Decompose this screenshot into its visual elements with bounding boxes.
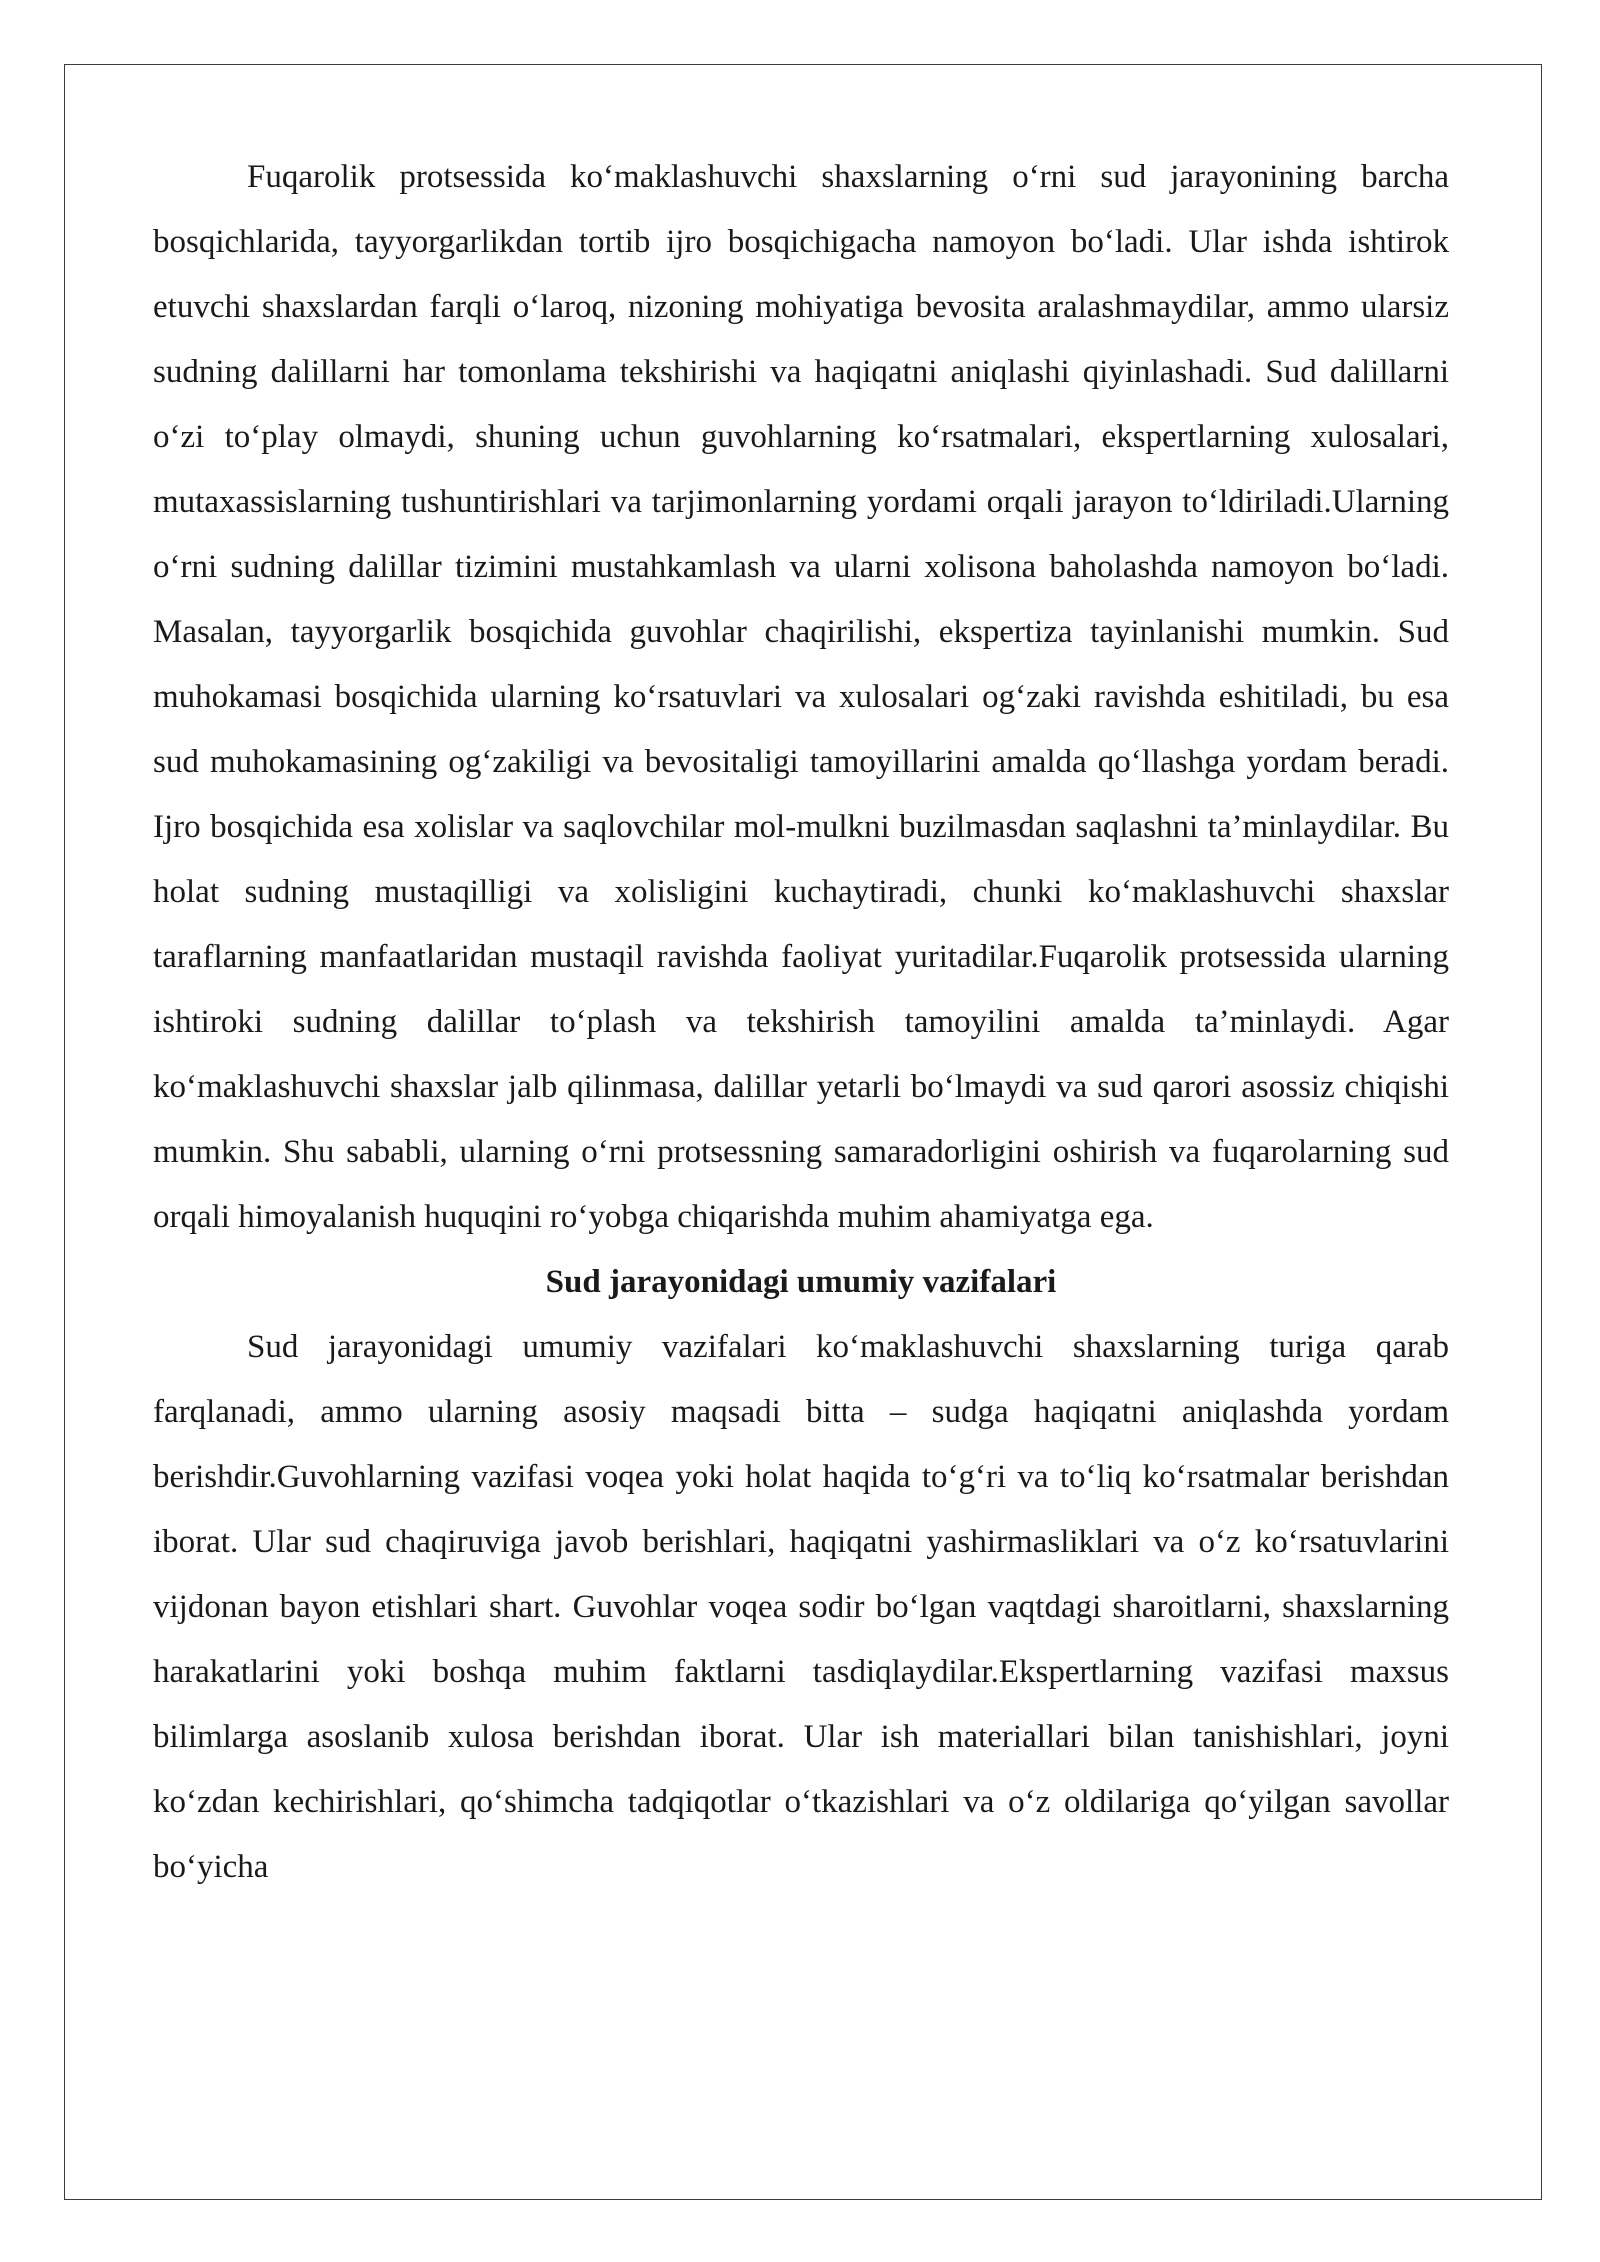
section-heading: Sud jarayonidagi umumiy vazifalari [545,1264,1057,1300]
document-body [153,145,1449,1900]
paragraph-duties: Sud jarayonidagi umumiy vazifalari ko‘maklashuvchi shaxslarning turiga qarab farqlanadi, ammo ularning asosiy maqsadi bitta – sudga haqiqatni aniqlashda yordam berishdir.Guvohlarning vazifasi voqea yoki holat haqida to‘g‘ri va to‘liq ko‘rsatmalar berishdan iborat. Ular sud chaqiruviga javob berishlari, haqiqatni yashirmasliklari va o‘z ko‘rsatuvlarini vijdonan bayon etishlari shart. Guvohlar voqea sodir bo‘lgan vaqtdagi sharoitlarni, shaxslarning harakatlarini yoki boshqa muhim faktlarni tasdiqlaydilar.Ekspertlarning vazifasi maxsus bilimlarga asoslanib xulosa berishdan iborat. Ular ish materiallari bilan tanishishlari, joyni ko‘zdan kechirishlari, qo‘shimcha tadqiqotlar o‘tkazishlari va o‘z oldilariga qo‘yilgan savollar bo‘yicha [153,1329,1449,1885]
paragraph-intro: Fuqarolik protsessida ko‘maklashuvchi shaxslarning o‘rni sud jarayonining barcha bosqichlarida, tayyorgarlikdan tortib ijro bosqichigacha namoyon bo‘ladi. Ular ishda ishtirok etuvchi shaxslardan farqli o‘laroq, nizoning mohiyatiga bevosita aralashmaydilar, ammo ularsiz sudning dalillarni har tomonlama tekshirishi va haqiqatni aniqlashi qiyinlashadi. Sud dalillarni o‘zi to‘play olmaydi, shuning uchun guvohlarning ko‘rsatmalari, ekspertlarning xulosalari, mutaxassislarning tushuntirishlari va tarjimonlarning yordami orqali jarayon to‘ldiriladi.Ularning o‘rni sudning dalillar tizimini mustahkamlash va ularni xolisona baholashda namoyon bo‘ladi. Masalan, tayyorgarlik bosqichida guvohlar chaqirilishi, ekspertiza tayinlanishi mumkin. Sud muhokamasi bosqichida ularning ko‘rsatuvlari va xulosalari og‘zaki ravishda eshitiladi, bu esa sud muhokamasining og‘zakiligi va bevositaligi tamoyillarini amalda qo‘llashga yordam beradi. Ijro bosqichida esa xolislar va saqlovchilar mol-mulkni buzilmasdan saqlashni ta’minlaydilar. Bu holat sudning mustaqilligi va xolisligini kuchaytiradi, chunki ko‘maklashuvchi shaxslar taraflarning manfaatlaridan mustaqil ravishda faoliyat yuritadilar.Fuqarolik protsessida ularning ishtiroki sudning dalillar to‘plash va tekshirish tamoyilini amalda ta’minlaydi. Agar ko‘maklashuvchi shaxslar jalb qilinmasa, dalillar yetarli bo‘lmaydi va sud qarori asossiz chiqishi mumkin. Shu sababli, ularning o‘rni protsessning samaradorligini oshirish va fuqarolarning sud orqali himoyalanish huquqini ro‘yobga chiqarishda muhim ahamiyatga ega. [153,159,1449,1235]
